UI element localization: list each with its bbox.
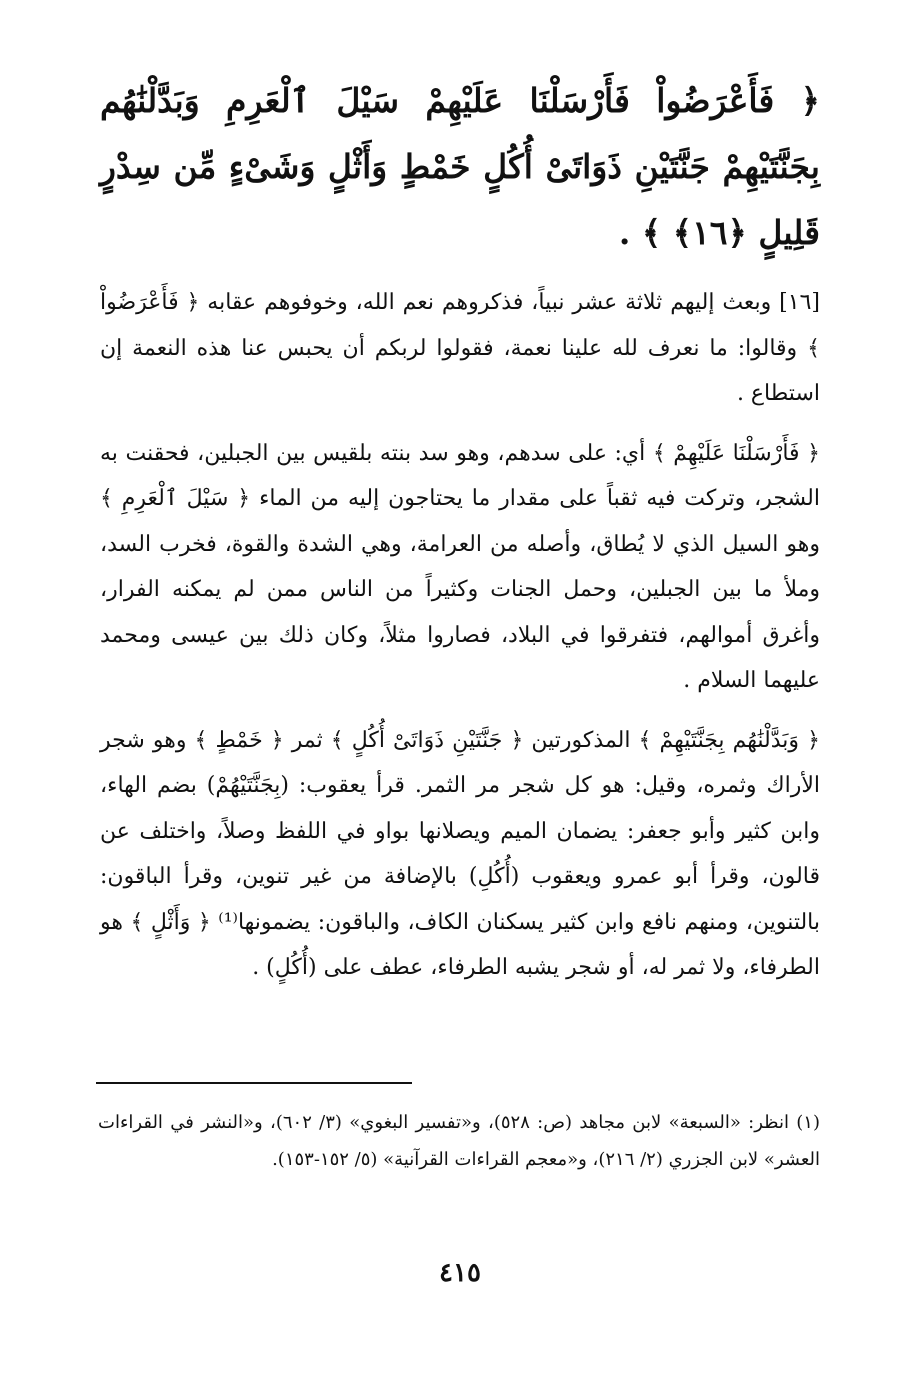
paragraph-1: [١٦] وبعث إليهم ثلاثة عشر نبياً، فذكروهم نعم الله، وخوفوهم عقابه ﴿ فَأَعْرَضُواْ ﴾ وقالوا: ما نعرف لله علينا نعمة، فقولوا لربكم أن يحبس عنا هذه النعمة إن استطاع .	[100, 290, 820, 406]
paragraph-2: ﴿ فَأَرْسَلْنَا عَلَيْهِمْ ﴾ أي: على سدهم، وهو سد بنته بلقيس بين الجبلين، فحقنت به الشجر، وتركت فيه ثقباً على مقدار ما يحتاجون إليه من الماء ﴿ سَيْلَ ٱلْعَرِمِ ﴾ وهو السيل الذي لا يُطاق، وأصله من العرامة، وهي الشدة والقوة، فخرب السد، وملأ ما بين الجبلين، وحمل الجنات وكثيراً من الناس ممن لم يمكنه الفرار، وأغرق أموالهم، فتفرقوا في البلاد، فصاروا مثلاً، وكان ذلك بين عيسى ومحمد عليهما السلام .	[100, 440, 820, 693]
page-number: ٤١٥	[439, 1258, 481, 1288]
quran-verse: ﴿ فَأَعْرَضُواْ فَأَرْسَلْنَا عَلَيْهِمْ سَيْلَ ٱلْعَرِمِ وَبَدَّلْنَٰهُم بِجَنَّتَيْهِمْ جَنَّتَيْنِ ذَوَاتَىْ أُكُلٍ خَمْطٍ وَأَثْلٍ وَشَىْءٍ مِّن سِدْرٍ قَلِيلٍ ﴿١٦﴾ ﴾ .	[100, 81, 820, 252]
footnote: (١) انظر: «السبعة» لابن مجاهد (ص: ٥٢٨)، و«تفسير البغوي» (٣/ ٦٠٢)، و«النشر في القراءات العشر» لابن الجزري (٢/ ٢١٦)، و«معجم القراءات القرآنية» (٥/ ١٥٢-١٥٣).	[98, 1112, 820, 1170]
footnote-divider	[96, 1082, 412, 1084]
paragraph-3: ﴿ وَبَدَّلْنَٰهُم بِجَنَّتَيْهِمْ ﴾ المذكورتين ﴿ جَنَّتَيْنِ ذَوَاتَىْ أُكُلٍ ﴾ ثمر ﴿ خَمْطٍ ﴾ وهو شجر الأراك وثمره، وقيل: هو كل شجر مر الثمر. قرأ يعقوب: (بِجَنَّتَيْهُمْ) بضم الهاء، وابن كثير وأبو جعفر: يضمان الميم ويصلانها بواو في اللفظ وصلاً، واختلف عن قالون، وقرأ أبو عمرو ويعقوب (أُكُلِ) بالإضافة من غير تنوين، وقرأ الباقون: بالتنوين، ومنهم نافع وابن كثير يسكنان الكاف، والباقون: يضمونها⁽¹⁾ ﴿ وَأَثْلٍ ﴾ هو الطرفاء، ولا ثمر له، أو شجر يشبه الطرفاء، عطف على (أُكُلٍ) .	[100, 727, 820, 980]
